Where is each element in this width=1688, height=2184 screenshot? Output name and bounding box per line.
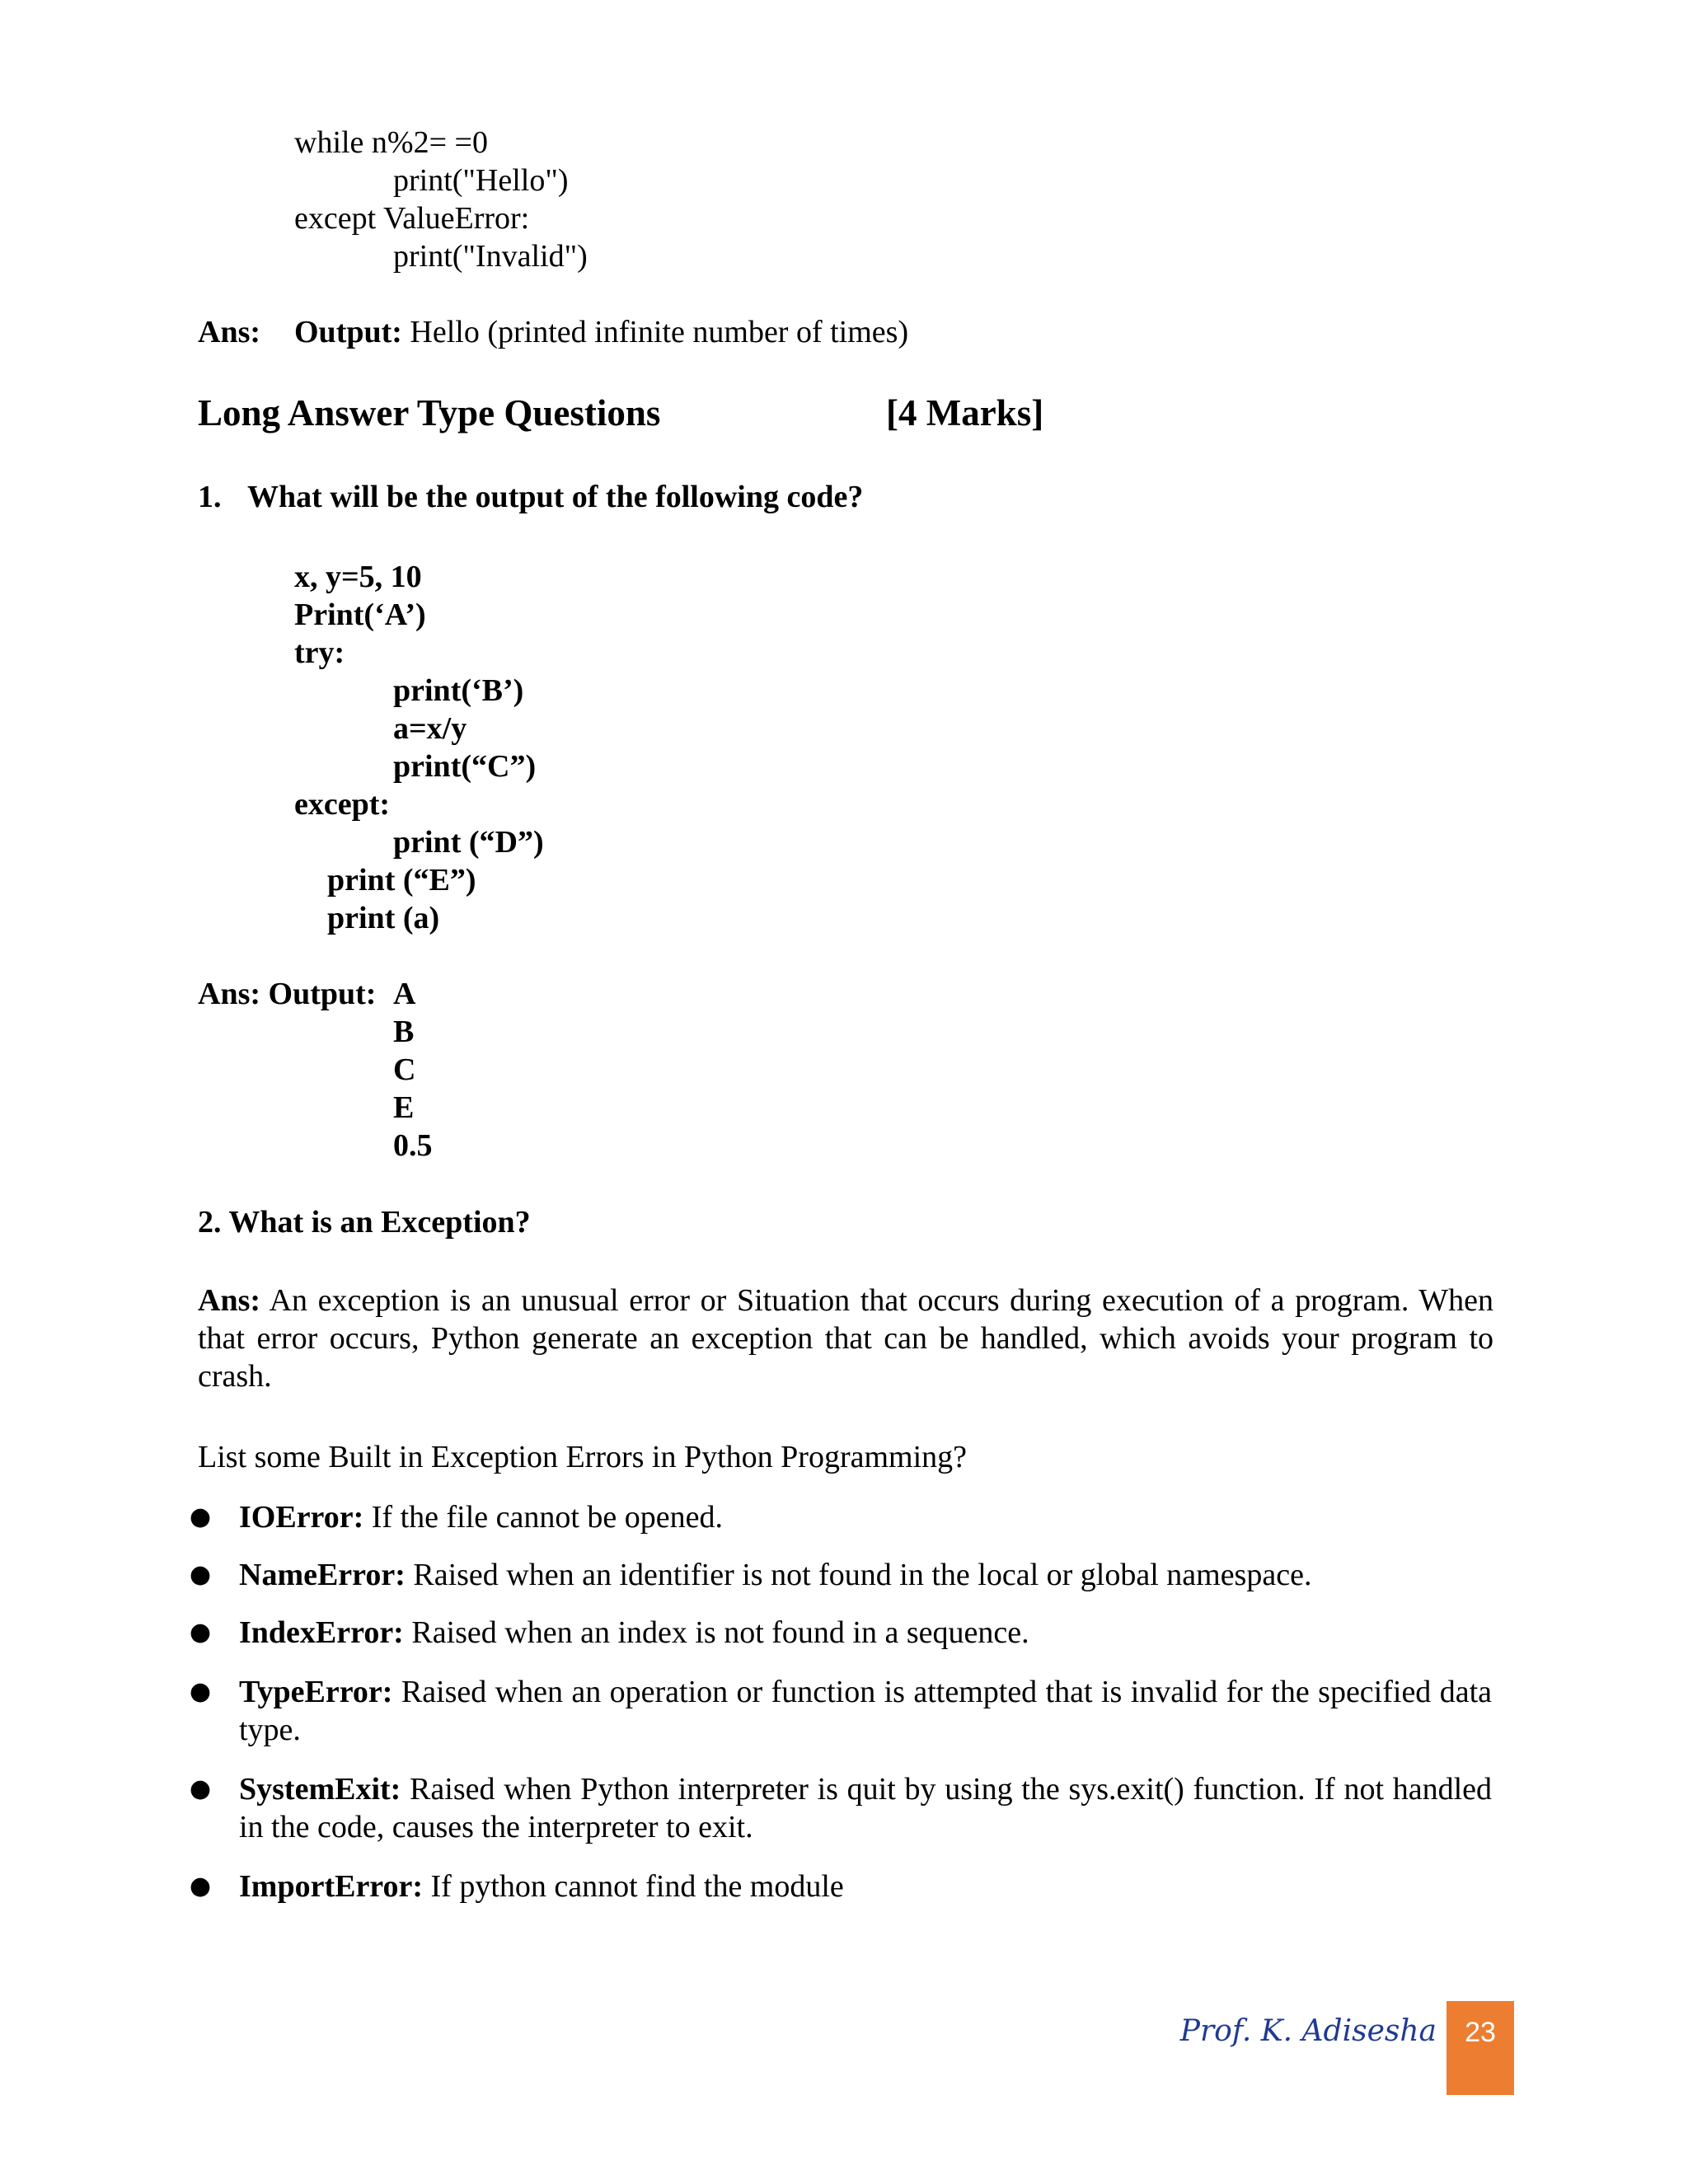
ans-output-label: Ans: Output: bbox=[198, 977, 377, 1011]
code-line: except: bbox=[294, 787, 391, 822]
exception-name: IOError: bbox=[239, 1500, 364, 1535]
output-line: C bbox=[393, 1052, 416, 1087]
ans-label: Ans: bbox=[198, 315, 261, 349]
output-text: Hello (printed infinite number of times) bbox=[410, 315, 909, 349]
page-number: 23 bbox=[1465, 2017, 1496, 2048]
code-line: try: bbox=[294, 635, 345, 670]
code-line: print(‘B’) bbox=[393, 673, 524, 708]
bullet-icon: ● bbox=[189, 1618, 212, 1647]
exception-name: IndexError: bbox=[239, 1615, 404, 1650]
code-line: print(“C”) bbox=[393, 749, 537, 784]
exception-desc: If the file cannot be opened. bbox=[371, 1500, 724, 1535]
question-text: What will be the output of the following code? bbox=[247, 480, 864, 514]
exception-desc: Raised when an identifier is not found in the local or global namespace. bbox=[413, 1558, 1312, 1592]
code-line: a=x/y bbox=[393, 711, 467, 746]
output-line: B bbox=[393, 1015, 415, 1049]
code-line: print (“D”) bbox=[393, 825, 544, 860]
code-line: print (a) bbox=[327, 901, 440, 935]
bullet-icon: ● bbox=[189, 1560, 212, 1589]
output-line: 0.5 bbox=[393, 1128, 433, 1163]
bullet-icon: ● bbox=[189, 1774, 212, 1803]
answer-output bbox=[294, 313, 908, 351]
footer-author: Prof. K. Adisesha bbox=[1179, 2014, 1437, 2048]
list-item bbox=[189, 1673, 1492, 1749]
list-item bbox=[189, 1556, 1492, 1594]
code-line: except ValueError: bbox=[294, 201, 530, 236]
bullet-icon: ● bbox=[189, 1502, 212, 1531]
code-line: print("Hello") bbox=[393, 163, 569, 198]
exception-name: NameError: bbox=[239, 1558, 406, 1592]
list-intro: List some Built in Exception Errors in Python Programming? bbox=[198, 1440, 968, 1474]
exception-name: ImportError: bbox=[239, 1869, 424, 1904]
question-number: 1. bbox=[198, 480, 222, 514]
bullet-icon: ● bbox=[189, 1677, 212, 1706]
exception-desc: Raised when Python interpreter is quit by using the sys.exit() function. If not handled in the code, causes the interpreter to exit. bbox=[239, 1772, 1493, 1844]
page-number-badge bbox=[1447, 2001, 1514, 2095]
code-line: print("Invalid") bbox=[393, 239, 588, 274]
list-item bbox=[189, 1868, 1492, 1905]
code-line: Print(‘A’) bbox=[294, 598, 426, 632]
list-item bbox=[189, 1614, 1492, 1652]
code-line: while n%2= =0 bbox=[294, 125, 488, 160]
code-line: print (“E”) bbox=[327, 863, 476, 898]
exception-desc: If python cannot find the module bbox=[430, 1869, 844, 1904]
exception-name: SystemExit: bbox=[239, 1772, 401, 1807]
bullet-icon: ● bbox=[189, 1872, 212, 1900]
output-label: Output: bbox=[294, 315, 402, 349]
answer-paragraph bbox=[198, 1282, 1493, 1395]
section-marks: [4 Marks] bbox=[886, 392, 1044, 434]
exception-desc: Raised when an operation or function is attempted that is invalid for the specified data type. bbox=[239, 1675, 1492, 1747]
output-line: A bbox=[393, 977, 416, 1011]
list-item bbox=[189, 1770, 1493, 1846]
ans-label: Ans: bbox=[198, 1283, 261, 1318]
answer-text: An exception is an unusual error or Situation that occurs during execution of a program. When that error occurs, Python generate an exception that can be handled, which avoids your program to crash. bbox=[198, 1283, 1493, 1394]
exception-name: TypeError: bbox=[239, 1675, 393, 1709]
section-title: Long Answer Type Questions bbox=[198, 392, 661, 434]
exception-desc: Raised when an index is not found in a sequence. bbox=[411, 1615, 1029, 1650]
question-2-text: 2. What is an Exception? bbox=[198, 1205, 531, 1240]
list-item bbox=[189, 1498, 1492, 1536]
code-line: x, y=5, 10 bbox=[294, 560, 422, 594]
output-line: E bbox=[393, 1090, 415, 1125]
